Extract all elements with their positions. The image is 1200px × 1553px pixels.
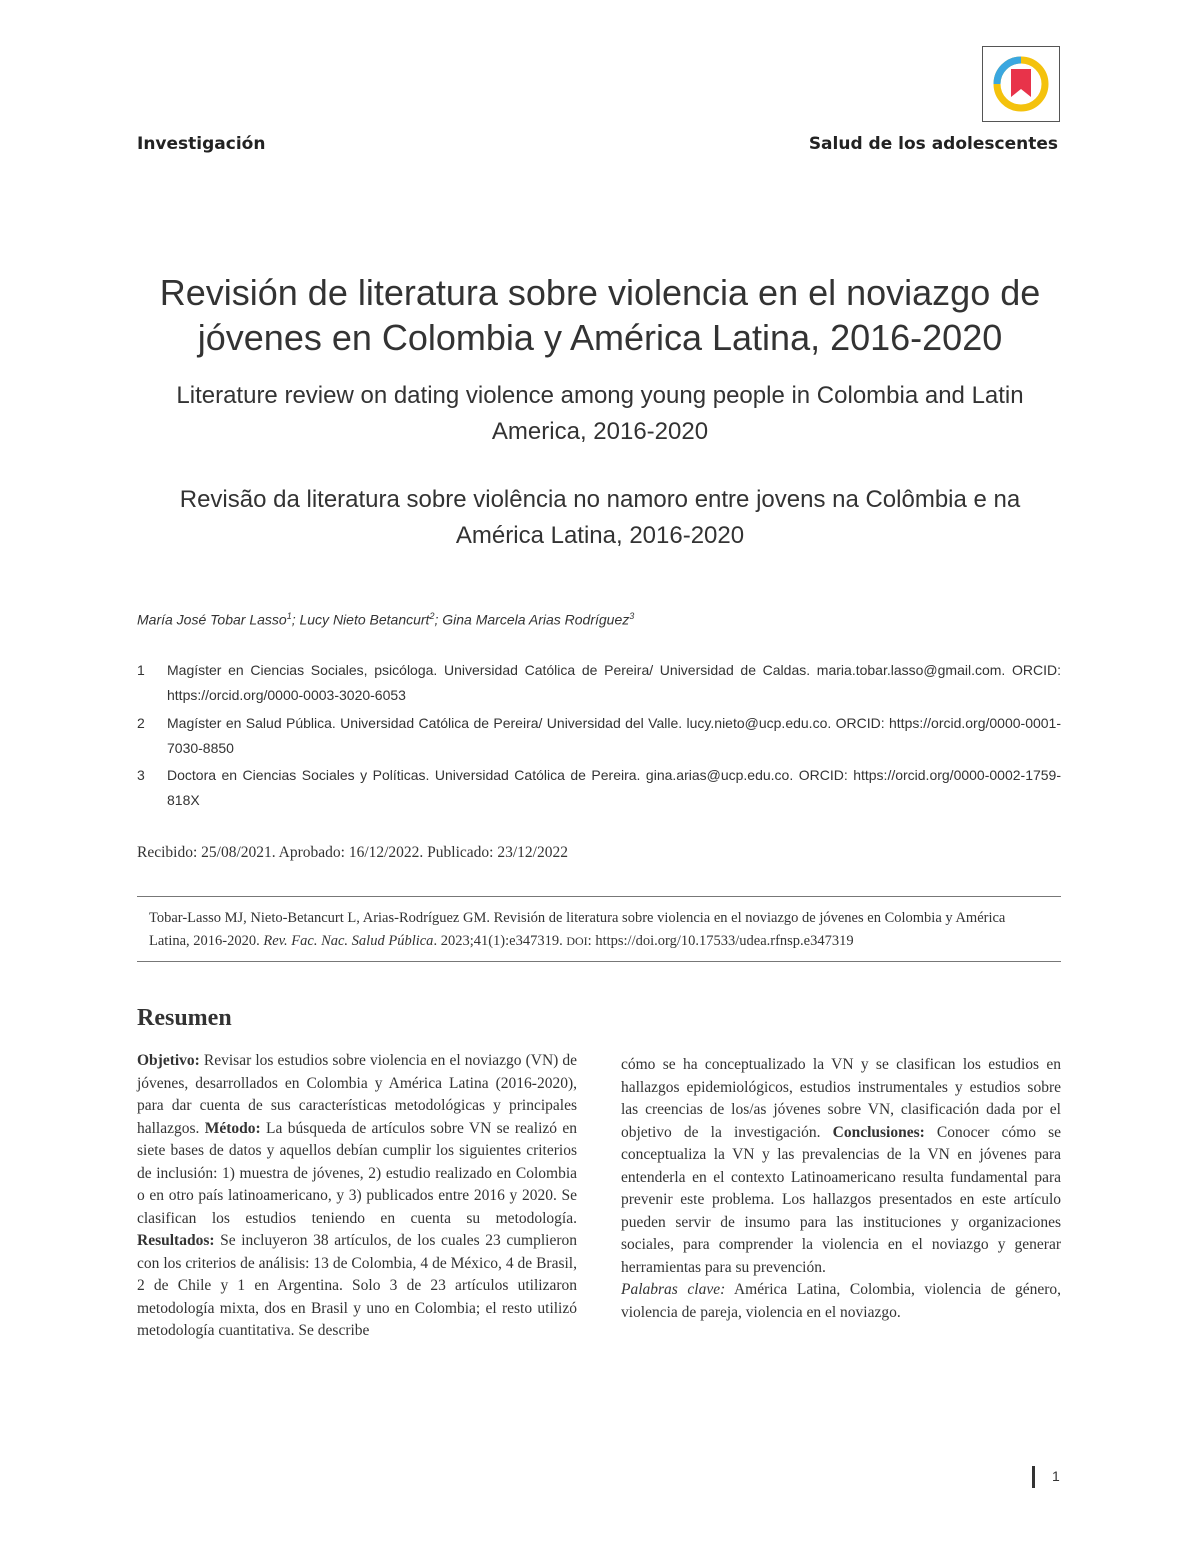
affiliation-text: Magíster en Salud Pública. Universidad Católica de Pereira/ Universidad del Valle. lucy.nieto@ucp.edu.co. ORCID: https://orcid.org/0000-0001-7030-8850 [167,715,1061,756]
journal-logo [982,46,1060,122]
article-title-portuguese: Revisão da literatura sobre violência no namoro entre jovens na Colômbia e na América Latina, 2016-2020 [179,486,1021,549]
author-affiliation-mark: 3 [629,611,635,621]
article-title: Revisión de literatura sobre violencia en el noviazgo de jóvenes en Colombia y América Latina, 2016-2020 [159,272,1041,358]
abstract-method-text: La búsqueda de artículos sobre VN se realizó en siete bases de datos y aquellos debían cumplir los siguientes criterios de inclusión: 1) muestra de jóvenes, 2) estudio realizado en Colombia o en otro país latinoamericano, y 3) publicados entre 2016 y 2020. Se clasifican los estudios teniendo en cuenta su metodología. [137,1119,577,1227]
publication-dates: Recibido: 25/08/2021. Aprobado: 16/12/2022. Publicado: 23/12/2022 [137,844,568,861]
abstract-objective-text: Revisar los estudios sobre violencia en el noviazgo (VN) de jóvenes, desarrollados en Colombia y América Latina (2016-2020), para dar cuenta de sus características metodológicas y principales hallazgos. [137,1052,577,1137]
citation-journal: Rev. Fac. Nac. Salud Pública [263,933,434,949]
abstract-column-right [621,1054,1061,1324]
author-name: ; Lucy Nieto Betancurt [291,611,430,628]
author-name: María José Tobar Lasso [137,611,287,628]
citation-reference: Tobar-Lasso MJ, Nieto-Betancurt L, Arias-Rodríguez GM. Revisión de literatura sobre violencia en el noviazgo de jóvenes en Colombia y América Latina, 2016-2020. [149,910,1006,949]
author-name: ; Gina Marcela Arias Rodríguez [434,611,630,628]
affiliation-number: 3 [137,767,145,783]
article-title-english: Literature review on dating violence among young people in Colombia and Latin America, 2016-2020 [176,382,1024,445]
topic-label: Salud de los adolescentes [808,134,1058,154]
page-number-rule [1032,1466,1035,1488]
affiliation-item [137,711,1061,761]
author-list [137,611,634,628]
page-number: 1 [1052,1468,1060,1484]
abstract-heading: Resumen [137,1005,232,1031]
section-label: Investigación [137,134,266,154]
abstract-conclusions-label: Conclusiones: [832,1123,925,1141]
affiliation-number: 2 [137,715,145,731]
citation-text [149,907,1049,953]
abstract-results-text: Se incluyeron 38 artículos, de los cuales 23 cumplieron con los criterios de análisis: 13 de Colombia, 4 de México, 4 de Brasil, 2 de Chile y 1 en Argentina. Solo 3 de 23 artículos utilizaron metodología mixta, dos en Brasil y uno en Colombia; el resto utilizó metodología cuantitativa. Se describe [137,1232,577,1339]
citation-box [137,896,1061,962]
affiliation-text: Magíster en Ciencias Sociales, psicóloga. Universidad Católica de Pereira/ Universidad de Caldas. maria.tobar.lasso@gmail.com. ORCID: https://orcid.org/0000-0003-3020-6053 [167,662,1061,703]
affiliation-number: 1 [137,662,145,678]
affiliation-item [137,763,1061,813]
journal-bookmark-icon [983,47,1059,121]
abstract-conclusions-text: Conocer cómo se conceptualiza la VN y las prevalencias de la VN en jóvenes para entenderla en el contexto Latinoamericano resulta fundamental para prevenir este problema. Los hallazgos presentados en este artículo pueden servir de insumo para las instituciones y organizaciones sociales, para comprender la violencia en el noviazgo y generar herramientas para su prevención. [621,1123,1061,1276]
abstract-results-continued: cómo se ha conceptualizado la VN y se clasifican los estudios en hallazgos epidemiológicos, estudios instrumentales y estudios sobre las creencias de los/as jóvenes sobre VN, clasificación dada por el objetivo de la investigación. [621,1056,1061,1141]
author-affiliation-mark: 1 [286,611,292,621]
abstract-objective-label: Objetivo: [137,1052,200,1069]
citation-doi-label: DOI [566,934,588,948]
affiliation-item [137,658,1061,708]
abstract-column-left [137,1050,577,1343]
keywords-text: América Latina, Colombia, violencia de género, violencia de pareja, violencia en el noviazgo. [621,1281,1061,1321]
author-affiliation-mark: 2 [429,611,435,621]
citation-doi-link[interactable]: : https://doi.org/10.17533/udea.rfnsp.e347319 [587,933,854,949]
citation-volume: . 2023;41(1):e347319. [433,933,567,949]
abstract-method-label: Método: [204,1119,261,1137]
abstract-results-label: Resultados: [137,1232,215,1249]
affiliation-text: Doctora en Ciencias Sociales y Políticas. Universidad Católica de Pereira. gina.arias@ucp.edu.co. ORCID: https://orcid.org/0000-0002-1759-818X [167,767,1061,808]
keywords-label: Palabras clave: [621,1281,726,1298]
